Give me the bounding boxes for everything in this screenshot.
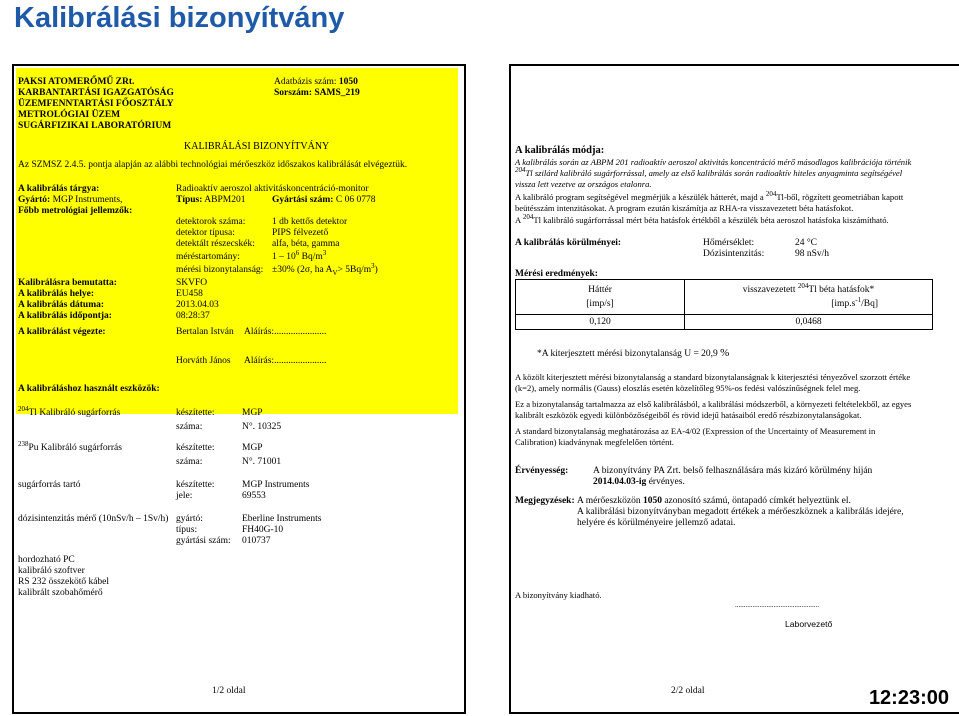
org-line: KARBANTARTÁSI IGAZGATÓSÁG (18, 88, 174, 98)
holder-maker: MGP Instruments (242, 480, 310, 490)
validity-date: 2014.04.03-ig érvényes. (593, 477, 685, 487)
method-text: $^{204}$Tl szilárd kalibráló sugárforrással, amely az első kalibrálás során radioaktív hiteles anyagminta segítségével (515, 166, 903, 178)
org-line: ÜZEMFENNTARTÁSI FŐOSZTÁLY (18, 99, 174, 109)
method-text: vissza lett vezetve az országos etalonra. (515, 179, 652, 189)
uncertainty-label: mérési bizonytalanság: (176, 265, 264, 275)
source1-maker: MGP (242, 408, 263, 418)
org-line: SUGÁRFIZIKAI LABORATÓRIUM (18, 121, 172, 131)
lab-head-label: Laborvezető (785, 619, 833, 629)
signature-line: ................................................ (735, 601, 819, 609)
time-value: 08:28:37 (176, 311, 210, 321)
holder-mark: 69553 (242, 491, 266, 501)
misc-item: RS 232 összekötő kábel (18, 577, 110, 587)
page-number: 1/2 oldal (212, 686, 246, 696)
doserate-value: 98 nSv/h (795, 249, 830, 259)
results-table (515, 279, 933, 330)
place-value: EU458 (176, 289, 203, 299)
paragraph-line: A közölt kiterjesztett mérési bizonytalanság a standard bizonytalanságnak k kiterjesztési tényezővel szorzott értéke (515, 372, 911, 382)
method-text: A kalibrálás során az ABPM 201 radioaktív aeroszol aktivitás koncentráció mérő másodlagos kalibrációja történik (515, 157, 912, 167)
org-line: PAKSI ATOMERŐMŰ ZRt. (18, 77, 135, 87)
source2-maker: MGP (242, 443, 263, 453)
particles-label: detektált részecskék: (176, 239, 255, 249)
misc-item: hordozható PC (18, 555, 75, 565)
serial-number: Sorszám: SAMS_219 (274, 88, 360, 98)
date-value: 2013.04.03 (176, 300, 219, 310)
holder-name: sugárforrás tartó (18, 480, 81, 490)
tools-label: A kalibráláshoz használt eszközök: (18, 384, 160, 394)
method-text: beütésszám intenzitásokat. A program ezután kiszámítja az RHA-ra visszavezetett béta hatásfokot. (515, 203, 854, 213)
maker-row: Gyártó: MGP Instruments, (18, 195, 123, 205)
det-count-value: 1 db kettős detektor (272, 217, 348, 227)
source1-number: N°. 10325 (242, 422, 282, 432)
notes-text: A kalibrálási bizonyítványban megadott értékek a mérőeszköznek a kalibrálás idejére, (577, 507, 904, 517)
person1-signature: Aláírás:...................... (244, 327, 327, 337)
dose-maker: Eberline Instruments (242, 514, 322, 524)
type-row: Típus: ABPM201 (176, 195, 246, 205)
notes-label: Megjegyzések: (515, 496, 575, 506)
range-value: $1 - 10^6$ $Bq/m^3$ (272, 248, 327, 262)
det-count-label: detektorok száma: (176, 217, 246, 227)
validity-text: A bizonyítvány PA Zrt. belső felhasználására más kizáró körülmény hiján (593, 466, 873, 476)
particles-value: alfa, béta, gamma (272, 239, 340, 249)
person2-signature: Aláírás:...................... (244, 356, 327, 366)
temperature-value: 24 °C (795, 238, 818, 248)
source1-name: $^{204}$Tl Kalibráló sugárforrás (18, 404, 121, 418)
paragraph-line: (k=2), amely normális (Gauss) eloszlás esetén közelítőleg 95%-os fedési valószínűségnek felel meg. (515, 383, 861, 393)
clock-readout: 12:23:00 (868, 687, 949, 709)
method-heading: A kalibrálás módja: (515, 145, 605, 156)
method-text: A kalibráló program segítségével megmérjük a készülék hátterét, majd a $^{204}$Tl-ből, rögzített geometriában kapott (515, 190, 904, 202)
dose-maker-label: gyártó: (176, 514, 203, 524)
person1-name: Bertalan István (176, 327, 234, 337)
misc-item: kalibráló szoftver (18, 566, 85, 576)
table-cell: 0,120 (516, 315, 685, 330)
misc-item: kalibrált szobahőmérő (18, 588, 103, 598)
header-cell: Háttér [imp/s] (516, 280, 685, 315)
dose-serial-label: gyártási szám: (176, 536, 231, 546)
source1-made-label: készítette: (176, 408, 215, 418)
validity-label: Érvényesség: (515, 466, 569, 476)
source2-name: $^{238}$Pu Kalibráló sugárforrás (18, 439, 122, 453)
source2-num-label: száma: (176, 457, 203, 467)
notes-text: A mérőeszközön 1050 azonosító számú, öntapadó címkét helyeztünk el. (577, 496, 851, 506)
paragraph-line: kalibrált eszközök egyedi különbözőségeiből és rövid idejű hatásaiból eredő részbizonytalanságokat. (515, 410, 862, 420)
presented-label: Kalibrálásra bemutatta: (18, 278, 117, 288)
source2-number: N°. 71001 (242, 457, 282, 467)
cert-heading: KALIBRÁLÁSI BIZONYÍTVÁNY (184, 141, 330, 152)
org-line: METROLÓGIAI ÜZEM (18, 110, 121, 120)
page-number: 2/2 oldal (671, 686, 705, 696)
dose-type: FH40G-10 (242, 525, 284, 535)
place-label: A kalibrálás helye: (18, 289, 95, 299)
header-cell: visszavezetett $^{204}$Tl béta hatásfok* $[imp.s^{-1}/Bq]$ (685, 280, 933, 315)
uncertainty-value: ±30% (2σ, ha $A_V> 5Bq/m^3$) (272, 261, 378, 277)
range-label: méréstartomány: (176, 252, 240, 262)
time-label: A kalibrálás időpontja: (18, 311, 112, 321)
presented-value: SKVFO (176, 278, 208, 288)
subject-value: Radioaktív aeroszol aktivitáskoncentráció-monitor (176, 184, 369, 194)
uncertainty-note: *A kiterjesztett mérési bizonytalanság U = 20,9 % (537, 347, 730, 359)
source2-made-label: készítette: (176, 443, 215, 453)
paragraph-line: Calibration) kiadványnak megfelelően történt. (515, 437, 674, 447)
person2-name: Horváth János (176, 356, 231, 366)
subject-label: A kalibrálás tárgya: (18, 184, 100, 194)
performed-label: A kalibrálást végezte: (18, 327, 106, 337)
factory-row: Gyártási szám: C 06 0778 (272, 195, 376, 205)
det-type-value: PIPS félvezető (272, 228, 329, 238)
table-row (516, 280, 933, 315)
dose-serial: 010737 (242, 536, 271, 546)
database-number: Adatbázis szám: 1050 (274, 77, 358, 87)
dose-type-label: típus: (176, 525, 198, 535)
standard-line: Az SZMSZ 2.4.5. pontja alapján az alábbi technológiai mérőeszköz időszakos kalibrálását elvégeztük. (18, 160, 408, 170)
temperature-label: Hőmérséklet: (703, 238, 755, 248)
results-label: Mérési eredmények: (515, 269, 598, 279)
metro-label: Főbb metrológiai jellemzők: (18, 206, 133, 216)
table-cell: 0,0468 (685, 315, 933, 330)
holder-mark-label: jele: (176, 491, 193, 501)
doserate-label: Dózisintenzitás: (703, 249, 765, 259)
det-type-label: detektor típusa: (176, 228, 235, 238)
certificate-page-2 (509, 64, 959, 714)
table-row (516, 315, 933, 330)
dose-meter-name: dózisintenzitás mérő (10nSv/h – 1Sv/h) (18, 514, 169, 524)
date-label: A kalibrálás dátuma: (18, 300, 105, 310)
method-text: A $^{204}$Tl kalibráló sugárforrással mért béta hatásfok értékből a készülék béta aeroszol hatásfoka kiszámítható. (515, 213, 889, 225)
conditions-label: A kalibrálás körülményei: (515, 238, 622, 248)
notes-text: helyére és körülményeire jellemző adatai. (577, 518, 736, 528)
paragraph-line: Ez a bizonytalanság tartalmazza az első kalibrálásból, a kalibrálási módszerből, a környezeti feltételekből, az egyes (515, 399, 912, 409)
document-title: Kalibrálási bizonyítvány (14, 2, 345, 34)
source1-num-label: száma: (176, 422, 203, 432)
issued-text: A bizonyítvány kiadható. (515, 590, 602, 600)
paragraph-line: A standard bizonytalanság meghatározása az EA-4/02 (Expression of the Uncertainty of Measurement in (515, 426, 876, 436)
certificate-page-1 (12, 64, 466, 714)
holder-made-label: készítette: (176, 480, 215, 490)
